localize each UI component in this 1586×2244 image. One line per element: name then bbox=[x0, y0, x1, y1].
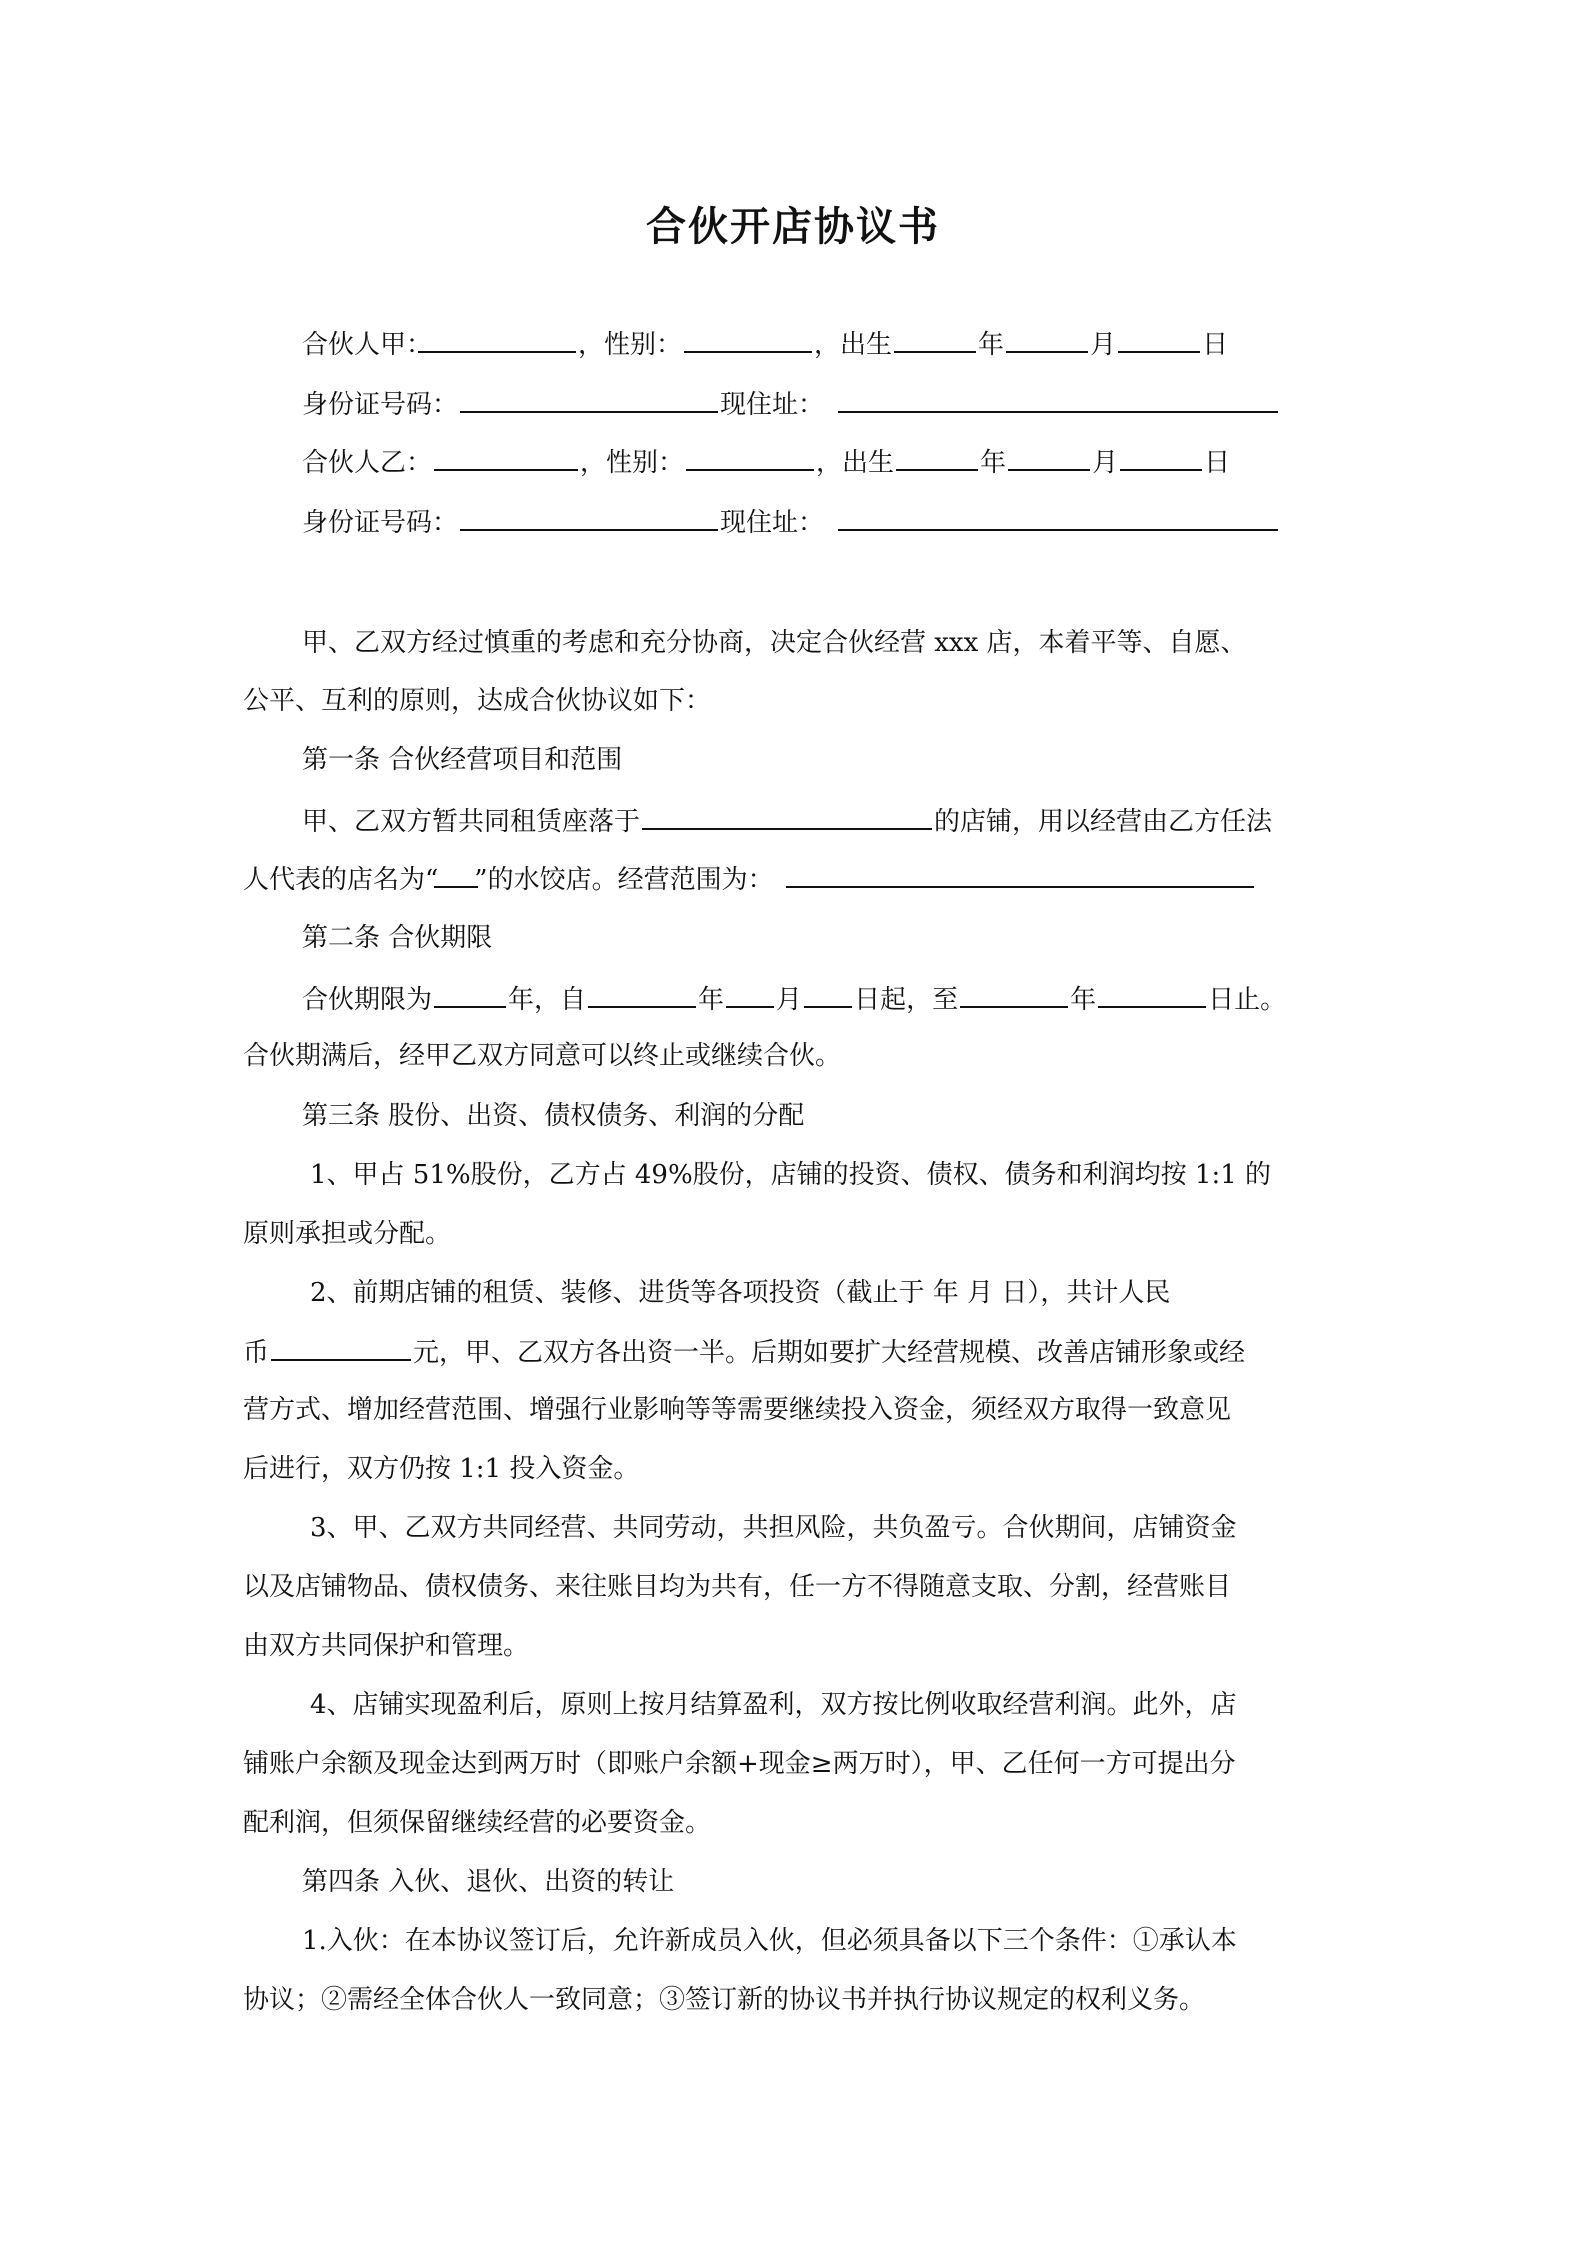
investment-amount-field[interactable] bbox=[271, 1333, 411, 1361]
article-3-text: 元，甲、乙双方各出资一半。后期如要扩大经营规模、改善店铺形象或经 bbox=[413, 1338, 1246, 1368]
intro-line-2: 公平、互利的原则，达成合伙协议如下： bbox=[243, 686, 712, 716]
party-a-address-field[interactable] bbox=[838, 385, 1278, 413]
gender-label: ，性别： bbox=[580, 448, 685, 478]
article-2-text: 年，自 bbox=[508, 985, 587, 1015]
month-label: 月 bbox=[1090, 330, 1117, 360]
party-b-line bbox=[302, 443, 1417, 481]
article-2-text: 年 bbox=[1070, 985, 1097, 1015]
month-label: 月 bbox=[1092, 448, 1119, 478]
article-3-p1-line-2: 原则承担或分配。 bbox=[243, 1219, 452, 1249]
birth-label: ，出生 bbox=[814, 330, 893, 360]
id-label: 身份证号码： bbox=[302, 508, 459, 538]
article-2-text: 月 bbox=[776, 985, 803, 1015]
article-4-heading: 第四条 入伙、退伙、出资的转让 bbox=[302, 1867, 675, 1897]
business-scope-field[interactable] bbox=[786, 860, 1254, 888]
party-a-birth-year-field[interactable] bbox=[894, 325, 976, 353]
party-a-name-field[interactable] bbox=[418, 325, 576, 353]
end-day-field[interactable] bbox=[1098, 980, 1206, 1008]
article-2-text: 合伙期限为 bbox=[302, 985, 433, 1015]
article-2-text: 日起，至 bbox=[854, 985, 959, 1015]
address-label: 现住址： bbox=[720, 508, 825, 538]
year-label: 年 bbox=[978, 330, 1005, 360]
article-2-text: 日止。 bbox=[1208, 985, 1287, 1015]
party-b-birth-year-field[interactable] bbox=[896, 443, 978, 471]
article-2-line-1 bbox=[302, 980, 1417, 1018]
party-a-id-line bbox=[302, 385, 1417, 423]
party-a-birth-day-field[interactable] bbox=[1118, 325, 1200, 353]
article-3-p1-line-1: 1、甲占 51%股份，乙方占 49%股份，店铺的投资、债权、债务和利润均按 1:1 的 bbox=[310, 1160, 1272, 1190]
party-b-id-line bbox=[302, 503, 1417, 541]
article-3-text: 币 bbox=[243, 1338, 270, 1368]
party-a-id-field[interactable] bbox=[460, 385, 718, 413]
article-4-p1-line-2: 协议；②需经全体合伙人一致同意；③签订新的协议书并执行协议规定的权利义务。 bbox=[243, 1985, 1206, 2015]
article-2-text: 年 bbox=[698, 985, 725, 1015]
address-label: 现住址： bbox=[720, 390, 825, 420]
article-3-p2-line-2 bbox=[243, 1333, 1358, 1371]
article-3-p2-line-1: 2、前期店铺的租赁、装修、进货等各项投资（截止于 年 月 日），共计人民 bbox=[310, 1278, 1171, 1308]
party-b-label: 合伙人乙： bbox=[302, 448, 433, 478]
shop-location-field[interactable] bbox=[642, 802, 932, 830]
id-label: 身份证号码： bbox=[302, 390, 459, 420]
party-a-label: 合伙人甲： bbox=[302, 330, 433, 360]
party-b-name-field[interactable] bbox=[434, 443, 578, 471]
article-3-heading: 第三条 股份、出资、债权债务、利润的分配 bbox=[302, 1101, 805, 1131]
article-1-text: ”的水饺店。经营范围为： bbox=[474, 865, 774, 895]
day-label: 日 bbox=[1202, 330, 1229, 360]
term-years-field[interactable] bbox=[434, 980, 506, 1008]
day-label: 日 bbox=[1204, 448, 1231, 478]
party-b-id-field[interactable] bbox=[460, 503, 718, 531]
article-3-p2-line-3: 营方式、增加经营范围、增强行业影响等等需要继续投入资金，须经双方取得一致意见 bbox=[243, 1395, 1232, 1425]
gender-label: ，性别： bbox=[578, 330, 683, 360]
party-b-birth-day-field[interactable] bbox=[1120, 443, 1202, 471]
article-3-p2-line-4: 后进行，双方仍按 1:1 投入资金。 bbox=[243, 1454, 640, 1484]
article-3-p4-line-1: 4、店铺实现盈利后，原则上按月结算盈利，双方按比例收取经营利润。此外，店 bbox=[310, 1690, 1237, 1720]
start-day-field[interactable] bbox=[804, 980, 852, 1008]
article-2-heading: 第二条 合伙期限 bbox=[302, 923, 493, 953]
party-b-gender-field[interactable] bbox=[686, 443, 814, 471]
end-year-field[interactable] bbox=[960, 980, 1068, 1008]
article-3-p3-line-2: 以及店铺物品、债权债务、来往账目均为共有，任一方不得随意支取、分割，经营账目 bbox=[243, 1572, 1232, 1602]
article-3-p4-line-3: 配利润，但须保留继续经营的必要资金。 bbox=[243, 1808, 712, 1838]
start-year-field[interactable] bbox=[588, 980, 696, 1008]
party-a-gender-field[interactable] bbox=[684, 325, 812, 353]
document-title: 合伙开店协议书 bbox=[646, 204, 940, 250]
intro-line-1: 甲、乙双方经过慎重的考虑和充分协商，决定合伙经营 xxx 店，本着平等、自愿、 bbox=[302, 628, 1247, 658]
article-1-text: 甲、乙双方暂共同租赁座落于 bbox=[302, 807, 641, 837]
birth-label: ，出生 bbox=[816, 448, 895, 478]
article-1-line-2 bbox=[243, 860, 1358, 898]
article-1-heading: 第一条 合伙经营项目和范围 bbox=[302, 745, 623, 775]
article-2-line-2: 合伙期满后，经甲乙双方同意可以终止或继续合伙。 bbox=[243, 1041, 842, 1071]
year-label: 年 bbox=[980, 448, 1007, 478]
shop-name-field[interactable] bbox=[434, 860, 478, 888]
article-3-p4-line-2: 铺账户余额及现金达到两万时（即账户余额+现金≥两万时），甲、乙任何一方可提出分 bbox=[243, 1749, 1236, 1779]
start-month-field[interactable] bbox=[726, 980, 774, 1008]
party-b-birth-month-field[interactable] bbox=[1008, 443, 1090, 471]
party-a-birth-month-field[interactable] bbox=[1006, 325, 1088, 353]
party-b-address-field[interactable] bbox=[838, 503, 1278, 531]
article-1-line-1 bbox=[302, 802, 1417, 840]
article-3-p3-line-3: 由双方共同保护和管理。 bbox=[243, 1631, 530, 1661]
party-a-line bbox=[302, 325, 1417, 363]
article-1-text: 的店铺，用以经营由乙方任法 bbox=[934, 807, 1273, 837]
article-3-p3-line-1: 3、甲、乙双方共同经营、共同劳动，共担风险，共负盈亏。合伙期间，店铺资金 bbox=[310, 1513, 1237, 1543]
article-4-p1-line-1: 1.入伙：在本协议签订后，允许新成员入伙，但必须具备以下三个条件：①承认本 bbox=[302, 1926, 1237, 1956]
article-1-text: 人代表的店名为“ bbox=[243, 865, 439, 895]
